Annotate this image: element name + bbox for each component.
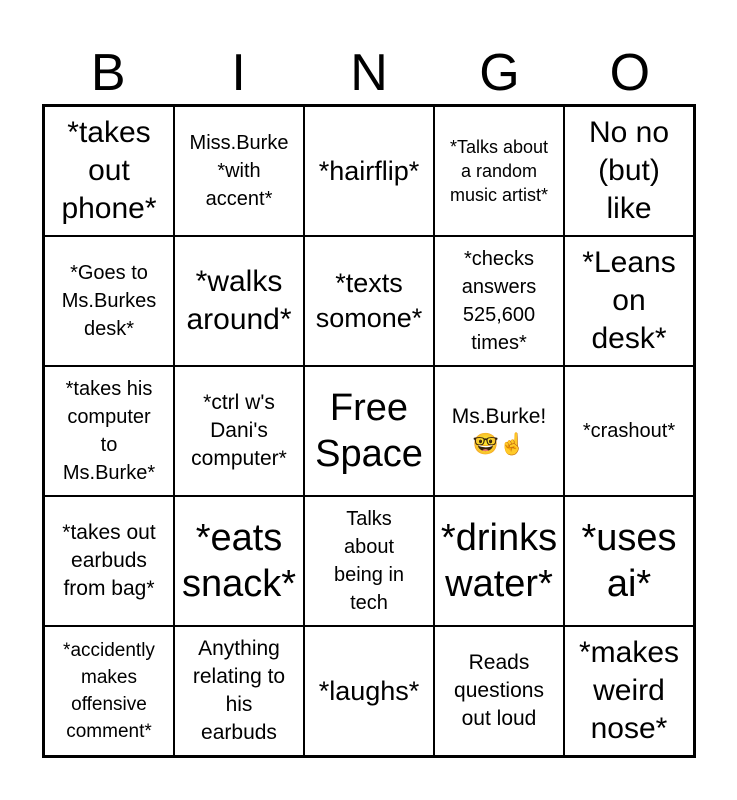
- bingo-cell[interactable]: [304, 626, 434, 756]
- bingo-cell[interactable]: [434, 366, 564, 496]
- bingo-cell-label: Free Space: [315, 387, 423, 475]
- bingo-cell[interactable]: [174, 106, 304, 236]
- bingo-cell-label: *Goes to Ms.Burkes desk*: [61, 262, 157, 340]
- bingo-cell-label: *makes weird nose*: [578, 636, 680, 745]
- bingo-cell[interactable]: [174, 496, 304, 626]
- bingo-cell[interactable]: [304, 236, 434, 366]
- bingo-cell-label: *hairflip*: [318, 155, 420, 186]
- bingo-cell-label: Reads questions out loud: [454, 651, 544, 730]
- header-letter-o: O: [609, 44, 651, 102]
- bingo-cell-label: *takes out earbuds from bag*: [62, 521, 156, 600]
- bingo-cell-label: *Leans on desk*: [582, 246, 676, 355]
- bingo-cell-label: *uses ai*: [581, 517, 677, 605]
- bingo-cell-label: *laughs*: [318, 675, 420, 706]
- bingo-cell[interactable]: [304, 106, 434, 236]
- bingo-cell[interactable]: [174, 626, 304, 756]
- bingo-cell-label: *accidently makes offensive comment*: [63, 640, 155, 742]
- bingo-cell[interactable]: [44, 626, 174, 756]
- bingo-cell-label: *eats snack*: [181, 517, 297, 605]
- bingo-cell[interactable]: [564, 366, 694, 496]
- bingo-cell-label: Anything relating to his earbuds: [192, 637, 286, 744]
- bingo-cell[interactable]: [44, 496, 174, 626]
- bingo-cell-label: Talks about being in tech: [333, 508, 405, 614]
- bingo-cell[interactable]: [434, 496, 564, 626]
- free-space-cell[interactable]: [304, 366, 434, 496]
- bingo-cell-label: *drinks water*: [440, 517, 558, 605]
- bingo-cell[interactable]: [174, 236, 304, 366]
- bingo-cell-label: *takes his computer to Ms.Burke*: [62, 378, 156, 484]
- bingo-cell-label: *takes out phone*: [61, 116, 157, 225]
- bingo-cell[interactable]: [44, 106, 174, 236]
- bingo-cell[interactable]: [564, 236, 694, 366]
- bingo-cell[interactable]: [564, 496, 694, 626]
- bingo-cell[interactable]: [434, 626, 564, 756]
- bingo-cell-label: Miss.Burke *with accent*: [189, 132, 289, 210]
- bingo-header: [43, 42, 695, 104]
- bingo-cell[interactable]: [434, 236, 564, 366]
- bingo-cell-label: *walks around*: [186, 265, 292, 336]
- bingo-cell[interactable]: [304, 496, 434, 626]
- bingo-cell-label: *checks answers 525,600 times*: [461, 248, 537, 354]
- bingo-cell-label: *ctrl w's Dani's computer*: [191, 391, 287, 470]
- header-letter-b: B: [90, 44, 126, 102]
- bingo-cell[interactable]: [564, 106, 694, 236]
- header-letter-i: I: [231, 44, 246, 102]
- header-letter-g: G: [479, 44, 520, 102]
- bingo-cell[interactable]: [44, 236, 174, 366]
- header-letter-n: N: [350, 44, 388, 102]
- bingo-board: [42, 104, 696, 758]
- bingo-cell[interactable]: [44, 366, 174, 496]
- bingo-cell-label: *crashout*: [582, 420, 676, 442]
- bingo-cell-label: No no (but) like: [588, 116, 670, 225]
- bingo-cell-label: *texts somone*: [315, 268, 423, 333]
- bingo-cell[interactable]: [434, 106, 564, 236]
- bingo-cell[interactable]: [174, 366, 304, 496]
- bingo-cell-label: *Talks about a random music artist*: [449, 137, 549, 205]
- bingo-cell[interactable]: [564, 626, 694, 756]
- bingo-cell-label: Ms.Burke! 🤓☝️: [451, 405, 547, 456]
